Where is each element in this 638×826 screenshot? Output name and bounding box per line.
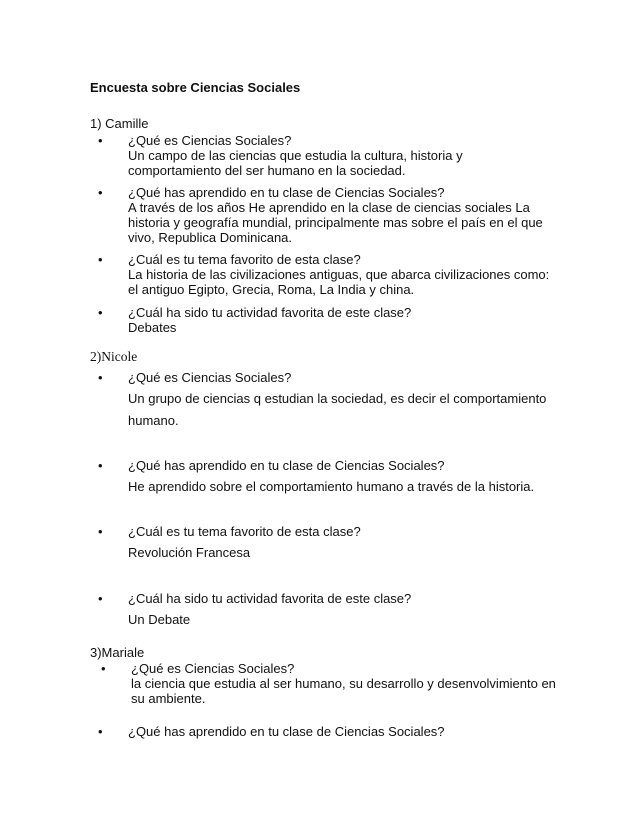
answer-text: La historia de las civilizaciones antiguas, que abarca civilizaciones como: el antiguo Egipto, Grecia, Roma, La India y china. [128,267,550,297]
question-text: ¿Qué es Ciencias Sociales? [128,133,292,148]
answer-text: Debates [128,320,177,335]
bullet-icon: • [101,661,106,676]
answer-text: Revolución Francesa [128,545,251,560]
list-item [98,133,558,178]
question-text: ¿Cuál es tu tema favorito de esta clase? [128,252,361,267]
bullet-icon: • [98,458,103,473]
section-label-camille: 1) Camille [90,116,149,131]
question-text: ¿Cuál ha sido tu actividad favorita de este clase? [128,305,412,320]
question-text: ¿Qué es Ciencias Sociales? [128,370,292,385]
bullet-icon: • [98,370,103,385]
list-item [101,661,561,706]
bullet-icon: • [98,133,103,148]
list-item [98,524,558,564]
bullet-icon: • [98,724,103,739]
list-item [98,185,558,245]
answer-text: He aprendido sobre el comportamiento humano a través de la historia. [128,479,535,494]
question-text: ¿Cuál ha sido tu actividad favorita de este clase? [128,591,412,606]
bullet-icon: • [98,305,103,320]
answer-text: Un Debate [128,612,191,627]
bullet-icon: • [98,252,103,267]
answer-text: la ciencia que estudia al ser humano, su desarrollo y desenvolvimiento en su ambiente. [131,676,556,706]
answer-text: Un grupo de ciencias q estudian la sociedad, es decir el comportamiento humano. [128,391,547,428]
list-item [98,305,558,335]
question-text: ¿Qué has aprendido en tu clase de Ciencias Sociales? [128,724,445,739]
question-text: ¿Cuál es tu tema favorito de esta clase? [128,524,361,539]
question-text: ¿Qué es Ciencias Sociales? [131,661,295,676]
answer-text: A través de los años He aprendido en la clase de ciencias sociales La historia y geografía mundial, principalmente mas sobre el país en el que vivo, Republica Dominicana. [128,200,543,245]
list-item [98,724,558,739]
document-title: Encuesta sobre Ciencias Sociales [90,80,301,95]
list-item [98,591,558,631]
section-label-nicole: 2)Nicole [90,349,138,364]
list-item [98,370,558,432]
list-item [98,458,558,498]
question-text: ¿Qué has aprendido en tu clase de Ciencias Sociales? [128,185,445,200]
section-label-mariale: 3)Mariale [90,645,145,660]
bullet-icon: • [98,591,103,606]
bullet-icon: • [98,185,103,200]
list-item [98,252,558,297]
answer-text: Un campo de las ciencias que estudia la cultura, historia y comportamiento del ser humano en la sociedad. [128,148,463,178]
bullet-icon: • [98,524,103,539]
question-text: ¿Qué has aprendido en tu clase de Ciencias Sociales? [128,458,445,473]
